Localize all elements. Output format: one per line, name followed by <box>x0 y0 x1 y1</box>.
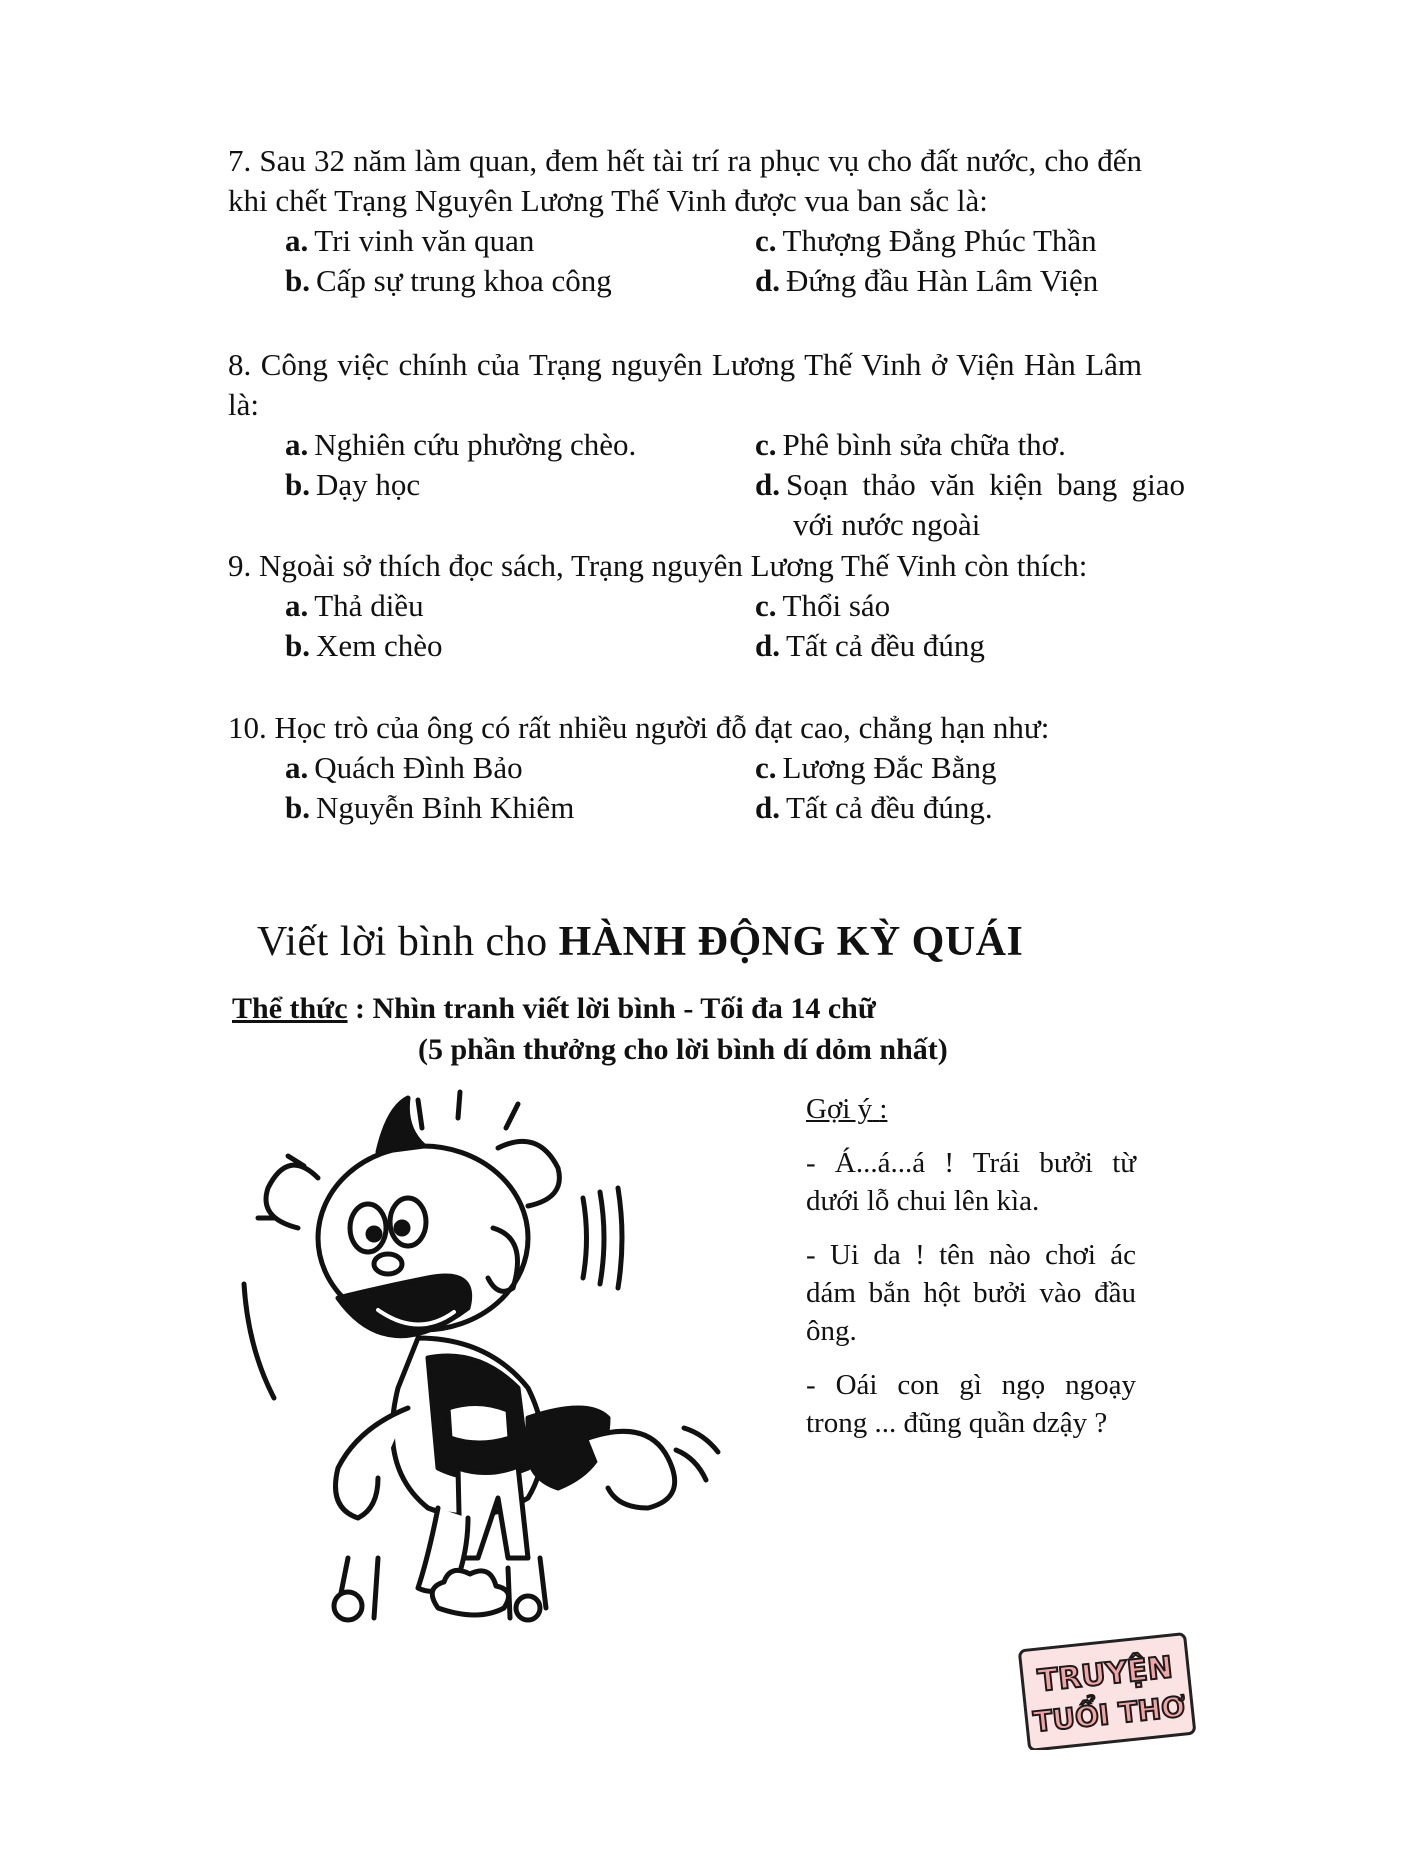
option-letter: c. <box>755 223 777 258</box>
option-a <box>285 586 755 626</box>
option-b <box>285 465 755 545</box>
question-stem: 10. Học trò của ông có rất nhiều người đỗ đạt cao, chẳng hạn như: <box>228 710 1050 745</box>
hint-item: - Oái con gì ngọ ngoạy trong ... đũng quần dzậy ? <box>806 1369 1136 1439</box>
question-stem: 9. Ngoài sở thích đọc sách, Trạng nguyên Lương Thế Vinh còn thích: <box>228 548 1088 583</box>
option-c <box>755 221 1185 261</box>
option-letter: c. <box>755 427 777 462</box>
truyen-tuoi-tho-logo <box>1016 1632 1198 1750</box>
option-letter: c. <box>755 588 777 623</box>
option-letter: b. <box>285 263 310 298</box>
options <box>285 425 1185 545</box>
format-text: : Nhìn tranh viết lời bình - Tối đa 14 chữ <box>355 992 876 1025</box>
section-title-plain: Viết lời bình cho <box>257 919 548 965</box>
option-letter: c. <box>755 750 777 785</box>
option-c <box>755 748 1185 788</box>
option-text: Soạn thảo văn kiện bang giao với nước ngoài <box>786 467 1185 542</box>
option-b <box>285 261 755 301</box>
section-title <box>257 918 1157 966</box>
option-text: Thả diều <box>314 588 424 623</box>
options <box>285 748 1142 828</box>
hint-item: - Ui da ! tên nào chơi ác dám bắn hột bưởi vào đầu ông. <box>806 1239 1136 1347</box>
option-c <box>755 586 1185 626</box>
option-b <box>285 788 755 828</box>
option-text: Tất cả đều đúng <box>786 628 985 663</box>
option-text: Lương Đắc Bằng <box>782 750 997 785</box>
option-d <box>755 261 1185 301</box>
option-c <box>755 425 1185 465</box>
option-letter: a. <box>285 588 309 623</box>
option-text: Xem chèo <box>316 628 443 663</box>
option-text: Phê bình sửa chữa thơ. <box>782 427 1066 462</box>
option-text: Tri vinh văn quan <box>314 223 535 258</box>
option-d <box>755 626 1185 666</box>
hint-item: - Á...á...á ! Trái bưởi từ dưới lỗ chui lên kìa. <box>806 1147 1136 1217</box>
option-text: Quách Đình Bảo <box>314 750 523 785</box>
hints-title-text: Gợi ý <box>806 1093 873 1125</box>
question-7 <box>228 141 1142 301</box>
hints-title-suffix: : <box>879 1093 888 1125</box>
option-text: Thổi sáo <box>782 588 891 623</box>
option-text: Dạy học <box>316 467 421 502</box>
option-letter: d. <box>755 628 780 663</box>
option-letter: b. <box>285 628 310 663</box>
contest-format <box>232 988 948 1070</box>
question-9 <box>228 546 1142 666</box>
format-label: Thể thức <box>232 992 348 1025</box>
hints-title <box>806 1090 1136 1128</box>
option-b <box>285 626 755 666</box>
option-d <box>755 788 1185 828</box>
option-letter: a. <box>285 750 309 785</box>
option-letter: d. <box>755 790 780 825</box>
option-letter: b. <box>285 790 310 825</box>
question-stem: 7. Sau 32 năm làm quan, đem hết tài trí ra phục vụ cho đất nước, cho đến khi chết Trạng Nguyên Lương Thế Vinh được vua ban sắc là: <box>228 143 1142 218</box>
option-text: Nghiên cứu phường chèo. <box>314 427 637 462</box>
option-a <box>285 748 755 788</box>
option-a <box>285 221 755 261</box>
options <box>285 221 1142 301</box>
option-a <box>285 425 755 465</box>
section-title-bold: HÀNH ĐỘNG KỲ QUÁI <box>558 919 1024 965</box>
question-10 <box>228 708 1142 828</box>
format-prize-line: (5 phần thưởng cho lời bình dí dỏm nhất) <box>418 1033 948 1066</box>
option-letter: a. <box>285 427 309 462</box>
option-letter: b. <box>285 467 310 502</box>
logo-line-1: TRUYỆN <box>1036 1650 1175 1700</box>
option-letter: a. <box>285 223 309 258</box>
hints-panel <box>806 1090 1136 1458</box>
option-text: Cấp sự trung khoa công <box>316 263 612 298</box>
question-stem: 8. Công việc chính của Trạng nguyên Lương Thế Vinh ở Viện Hàn Lâm là: <box>228 347 1142 422</box>
option-d <box>755 465 1185 545</box>
option-text: Thượng Đẳng Phúc Thần <box>782 223 1097 258</box>
options <box>285 586 1142 666</box>
cartoon-illustration <box>228 1088 768 1628</box>
logo-line-2: TUỔI THƠ <box>1031 1689 1188 1739</box>
option-letter: d. <box>755 263 780 298</box>
option-text: Nguyễn Bỉnh Khiêm <box>316 790 575 825</box>
option-letter: d. <box>755 467 780 502</box>
option-text: Tất cả đều đúng. <box>786 790 993 825</box>
question-8 <box>228 345 1185 545</box>
option-text: Đứng đầu Hàn Lâm Viện <box>786 263 1099 298</box>
